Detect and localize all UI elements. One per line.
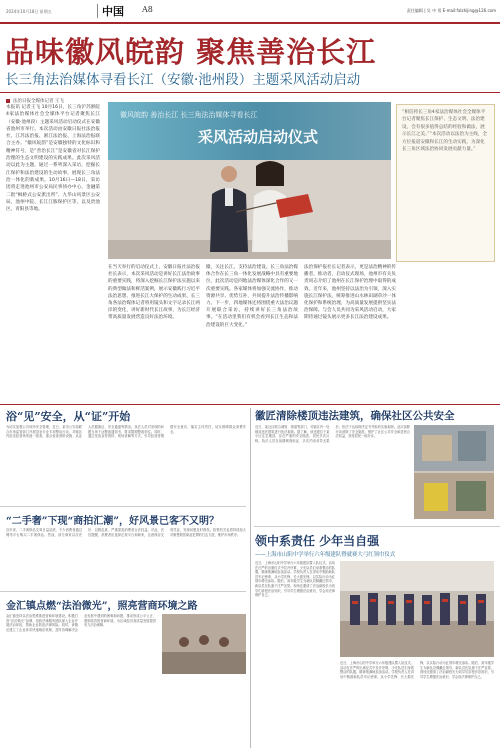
column-divider xyxy=(250,408,251,748)
article-column-2-text: 在当天举行的启动仪式上，安徽日报社法治报社长表示，本次采风活动是讲好长江法治故事的重要实践，将深入挖掘长江保护法实施以来的典型做法和鲜活案例，展示安徽践行习近平法治思想、推进长江大保护的生动成果。长三角各法治媒体记者将用镜头和文字记录长江两岸的变化，讲好新时代长江故事，为长江经济带高质量发展营造良好法治环境。 xyxy=(108,265,200,321)
article-column-4-text: 法治保护报社长记者表示，更是法治精神的传播者，推动者，启动仪式现场，池州市有关负责同志介绍了池州在长江保护治理中取得的成效。近年来，池州坚持以法治为引领，深入实施长江保护法，统筹推进山水林田湖草沙一体化保护和系统治理，为高质量发展提供坚实法治保障。与会人员共同为采风活动启动，大家期待通过镜头展示更多长江法治建设成果。 xyxy=(304,265,396,321)
article-jinhui-headline: 金汇镇点燃“法治微光”，照亮营商环境之路 xyxy=(6,601,198,612)
section4-rule xyxy=(0,591,246,592)
article-school-text: 近日，上海市山阳中学举行六年级建队暨入队仪式。活动在庄严的出旗仪式中拉开序幕，少先队员们身着整洁的队服，精神饱满地参加活动。学校负责人在讲话中勉励新队员牢记使命，从小学先锋、长大做先锋，以实际行动为红领巾增光添彩。随后，高年级学生为新队员佩戴红领巾，新队员在队旗下庄严宣誓。现场还邀请了法治副校长为同学们讲授法治知识，引导学生增强法治意识，学会用法律保护自己。 xyxy=(255,561,335,598)
article-jinhui-text: 金汇镇坚持以法治思维推进营商环境建设，积极打造“法治微光”品牌，组织法律服务团队深入企业开展法治体检，帮助企业防范法律风险。同时，该镇还建立了企业诉求快速响应机制，及时协调解决企业发展中遇到的困难和问题，推动形成公平公正、透明高效的营商环境，为区域经济高质量发展提供有力法治保障。 xyxy=(6,614,156,632)
editor-label: 责任编辑 | 吴 中 男 xyxy=(406,8,442,13)
illegal-building-photos xyxy=(414,425,494,519)
main-subheadline: 长三角法治媒体寻看长江（安徽·池州段）主题采风活动启动 xyxy=(5,72,361,88)
jinhui-photo-scene xyxy=(162,614,246,674)
headline-rule xyxy=(0,92,500,93)
article-column-3-text: 徽，关注长江，支持法治建设。长三角法治媒体合作在长三角一体化发展战略中具有重要地位，此次活动是四地法治媒体深化合作的又一次重要实践。各家媒体将加强交流协作，推动资源共享、优势互补，共同提升法治传播影响力。下一步，四地媒体还将围绕重大法治议题开展联合采访，持续讲好长三角法治故事。“在活动里我们有机会看到长江生态和法治建设的巨大变化。” xyxy=(206,265,298,328)
issue-date: 2024年10月18日 星期五 xyxy=(6,9,52,14)
school-ceremony-photo xyxy=(340,561,494,657)
article-luxury-body xyxy=(6,528,246,588)
school-ceremony-scene xyxy=(340,561,494,657)
article-column-3 xyxy=(206,264,298,401)
article-school-body-continued xyxy=(340,661,494,747)
article-bath-safety-body xyxy=(6,425,246,503)
section3-rule xyxy=(0,506,246,507)
lead-article-column xyxy=(6,104,100,260)
article-column-4 xyxy=(304,264,396,401)
pull-quote-text: “相信将长三角4家法治媒体社会全媒体平台记者聚焦长江保护、生态文明、法治建设，会有很多值得总结的经验和做法，展示长江之美。”“本次活动以法治为主线，全方位报道安徽和长江的生动实践，为深化长三角区域法治协同发展贡献力量。” xyxy=(402,110,488,153)
article-illegal-building-text: 近日，某社区联合城管、街道等部门，对辖区内一处楼顶违法建筑进行依法拆除。据了解，该违建位于某小区住宅楼顶，存在严重的安全隐患，居民多次反映。执法人员在前期调查取证、多次约谈劝导无果后，依法下达拆除决定书并组织实施拆除。此次拆除行动消除了安全隐患，维护了社区公共安全和居民合法权益，获得居民一致好评。 xyxy=(255,425,410,443)
banner-slogan: 徽风皖韵 善治长江 长三角法治媒体寻看长江 xyxy=(120,111,258,119)
article-jinhui-body xyxy=(6,614,156,746)
article-bath-safety-headline: 浴“见”安全，从“证”开始 xyxy=(6,410,131,423)
article-bath-safety-text: 为切实加强公共场所安全管理，近日，某市公安局联合市场监管部门开展浴室行业专项整治行动，对辖区内浴室经营场所逐一排查，重点检查消防设施、从业人员健康证、安全通道等情况。执法人员对发现的问题当场下达整改通知书，要求限期整改到位。同时，通过发放宣传资料、现场讲解等方式，引导经营者增强安全意识，落实主体责任，切实保障群众消费安全。 xyxy=(6,425,246,439)
main-headline: 品味徽风皖韵 聚焦善治长江 xyxy=(5,35,377,69)
banner-title: 采风活动启动仪式 xyxy=(198,128,319,146)
newspaper-header xyxy=(0,0,500,28)
article-school-headline: 领中系责任 少年当自强 xyxy=(255,534,380,548)
article-school-body xyxy=(255,561,335,747)
ceremony-backdrop-banner xyxy=(108,102,391,160)
article-school-text-continued: 近日，上海市山阳中学举行六年级建队暨入队仪式。活动在庄严的出旗仪式中拉开序幕，少先队员们身着整洁的队服，精神饱满地参加活动。学校负责人在讲话中勉励新队员牢记使命，从小学先锋、长大做先锋，以实际行动为红领巾增光添彩。随后，高年级学生为新队员佩戴红领巾，新队员在队旗下庄严宣誓。现场还邀请了法治副校长为同学们讲授法治知识，引导学生增强法治意识，学会用法律保护自己。 xyxy=(340,661,494,679)
lead-article-text: 本报讯 记者王飞 10月16日，长三角沪苏浙皖4家法治媒体社会全媒体平台记者聚焦长江（安徽·池州段）主题采风活动启动仪式在安徽省池州市举行。本次活动由安徽日报社法治报社、江苏法治报、浙江法治报、上海法治报联合主办。“徽风皖韵”是安徽独特的文化标识和精神符号，是“善治长江”是安徽省对长江保护治理的生态文明建设的实践成果。此次采风活动以此为主题，通过一系列深入采访，挖掘长江保护和法治建设的生动故事，展现长三角法治一体化的新成果。10月16日—18日，采访团将走进池州市公安局民事侦办中心、金融第二批“枫桥式公安派出所”、九华山风景区公安局、池州中院、长江江豚保护区等，以及贵池区、青阳县等地。 xyxy=(6,105,100,213)
article-school-subheadline: ——上海市山阳中学举行六年级建队暨就赛大弓红领巾仪式 xyxy=(255,552,396,558)
byline-marker-icon xyxy=(6,99,10,103)
article-column-2 xyxy=(108,264,200,401)
article-illegal-building-body xyxy=(255,425,410,521)
article-luxury-headline: “二手奢”下现“商拍汇潮”，好风景已客不又明？ xyxy=(6,516,220,527)
header-divider xyxy=(97,4,98,18)
header-rule xyxy=(0,22,500,24)
demolition-scene xyxy=(414,425,494,519)
article-illegal-building-headline: 徽匠清除楼顶违法建筑，确保社区公共安全 xyxy=(255,410,455,422)
editor-info xyxy=(407,8,496,14)
lower-section-rule xyxy=(0,404,500,405)
section6-rule xyxy=(254,526,500,527)
byline-text: 法治日报全媒体记者 王飞 xyxy=(13,99,64,104)
section-name: 中国 xyxy=(102,5,124,18)
pull-quote-box xyxy=(396,104,495,262)
jinhui-photo xyxy=(162,614,246,674)
article-luxury-text: 近年来，二手奢侈品交易日益活跃，不少消费者通过网络平台购买二手奢侈品。然而，部分商家以次充好、以假乱真，严重损害消费者合法权益。对此，法官提醒，消费者应选择正规平台和商家，注意保存交易凭证，发现问题及时维权。检察机关也将持续加大对制售假冒商品犯罪的打击力度，维护市场秩序。 xyxy=(6,528,246,537)
editor-email: E-mail:falzhijing@126.com xyxy=(442,8,496,13)
page-number: A8 xyxy=(142,5,153,14)
